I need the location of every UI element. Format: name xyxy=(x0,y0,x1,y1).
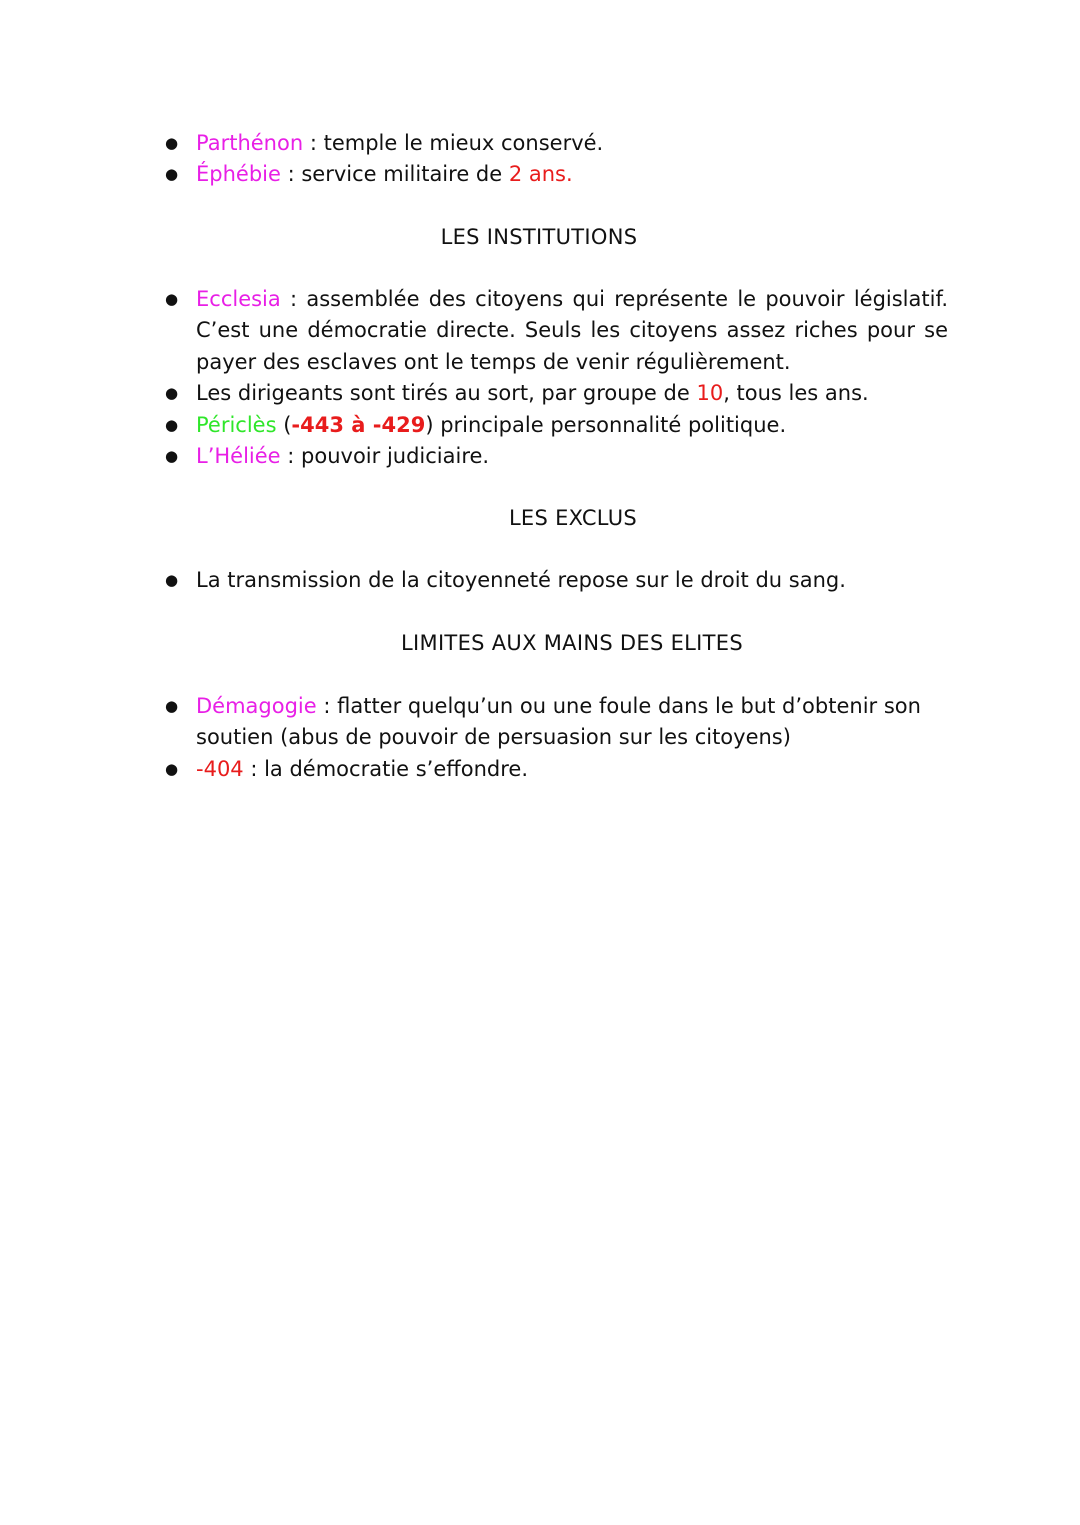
heading-institutions: LES INSTITUTIONS xyxy=(440,225,638,249)
bullet-icon: ● xyxy=(165,571,179,589)
definition-ecclesia: : assemblée des citoyens qui représente le pouvoir législatif. C’est une démocratie directe. Seuls les citoyens assez riches pour se payer des esclaves ont le temps de venir régulièrement. xyxy=(196,287,948,374)
bullet-list-limites xyxy=(162,691,948,785)
bullet-icon: ● xyxy=(165,290,179,308)
list-item-demagogie xyxy=(162,691,948,754)
dates-pericles: -443 à -429 xyxy=(291,412,426,437)
list-item-effondrement xyxy=(162,754,948,785)
list-item-heliee xyxy=(162,441,948,472)
group-size-number: 10 xyxy=(696,381,724,406)
duration-ephebie: 2 ans. xyxy=(508,162,573,187)
list-item-pericles xyxy=(162,410,948,441)
paren-open: ( xyxy=(276,412,292,437)
bullet-icon: ● xyxy=(165,165,179,184)
bullet-icon: ● xyxy=(165,415,179,434)
bullet-list-exclus xyxy=(162,565,948,596)
person-pericles: Périclès xyxy=(196,412,277,437)
text-dirigeants-after: , tous les ans. xyxy=(723,381,869,406)
bullet-icon: ● xyxy=(165,697,179,715)
list-item-transmission xyxy=(162,565,948,596)
bullet-icon: ● xyxy=(165,134,179,152)
bullet-icon: ● xyxy=(165,384,179,403)
term-heliee: L’Héliée xyxy=(196,444,281,469)
list-item-ephebie xyxy=(162,159,948,190)
definition-parthenon: : temple le mieux conservé. xyxy=(303,131,604,155)
text-effondrement: : la démocratie s’effondre. xyxy=(243,756,529,781)
definition-demagogie: : flatter quelqu’un ou une foule dans le but d’obtenir son soutien (abus de pouvoir de persuasion sur les citoyens) xyxy=(196,694,921,750)
definition-ephebie: : service militaire de xyxy=(280,162,509,187)
term-ecclesia: Ecclesia xyxy=(196,287,281,311)
text-pericles: ) principale personnalité politique. xyxy=(425,412,787,437)
term-parthenon: Parthénon xyxy=(196,131,304,155)
list-item-ecclesia xyxy=(162,284,948,378)
bullet-list-institutions xyxy=(162,284,948,472)
bullet-list-monuments xyxy=(162,128,948,191)
text-transmission: La transmission de la citoyenneté repose sur le droit du sang. xyxy=(196,568,846,592)
list-item-parthenon xyxy=(162,128,948,159)
term-demagogie: Démagogie xyxy=(196,694,317,718)
date-effondrement: -404 xyxy=(196,756,244,781)
definition-heliee: : pouvoir judiciaire. xyxy=(280,444,490,469)
bullet-icon: ● xyxy=(165,759,179,778)
list-item-dirigeants xyxy=(162,378,948,409)
heading-exclus: LES EXCLUS xyxy=(508,506,638,530)
term-ephebie: Éphébie xyxy=(196,162,281,187)
bullet-icon: ● xyxy=(165,447,179,466)
text-dirigeants-before: Les dirigeants sont tirés au sort, par groupe de xyxy=(196,381,697,406)
heading-limites: LIMITES AUX MAINS DES ELITES xyxy=(401,631,743,655)
